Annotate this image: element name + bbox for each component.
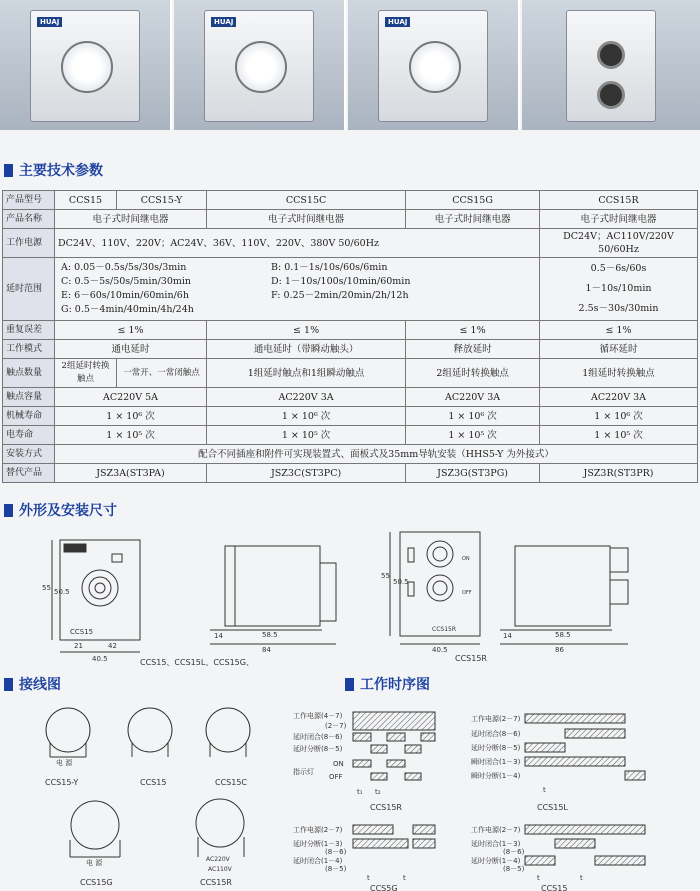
svg-text:50.5: 50.5 xyxy=(54,588,70,596)
table-row: 机械寿命 1 × 10⁶ 次 1 × 10⁶ 次 1 × 10⁶ 次 1 × 10⁶ 次 xyxy=(3,407,698,426)
svg-text:AC220V: AC220V xyxy=(206,856,230,863)
svg-text:14: 14 xyxy=(503,632,512,640)
svg-text:ON: ON xyxy=(462,556,470,562)
svg-text:50.5: 50.5 xyxy=(393,578,409,586)
table-row: 产品名称 电子式时间继电器 电子式时间继电器 电子式时间继电器 电子式时间继电器 xyxy=(3,210,698,229)
svg-text:延时闭合(1－3): 延时闭合(1－3) xyxy=(471,840,521,848)
svg-text:瞬时分断(1－4): 瞬时分断(1－4) xyxy=(471,772,521,780)
svg-text:t: t xyxy=(367,874,370,882)
wiring-ccs15c xyxy=(206,708,250,757)
svg-text:OFF: OFF xyxy=(462,590,472,596)
svg-text:电 源: 电 源 xyxy=(86,859,103,867)
product-photo-4 xyxy=(522,0,700,130)
side-view-ccs15 xyxy=(225,546,320,626)
wiring-label: CCS15R xyxy=(200,878,232,887)
svg-text:t: t xyxy=(543,786,546,794)
svg-text:工作电源(2－7): 工作电源(2－7) xyxy=(293,826,343,834)
svg-text:(8－5): (8－5) xyxy=(503,865,525,873)
svg-text:瞬时闭合(1－3): 瞬时闭合(1－3) xyxy=(471,758,521,766)
svg-text:电 源: 电 源 xyxy=(56,759,73,767)
svg-text:t: t xyxy=(537,874,540,882)
svg-text:延时闭合(8－6): 延时闭合(8－6) xyxy=(293,733,343,741)
product-photo-2: HUAJ xyxy=(174,0,346,130)
svg-text:21: 21 xyxy=(74,642,83,650)
svg-text:(8－5): (8－5) xyxy=(325,865,347,873)
svg-text:延时闭合(8－6): 延时闭合(8－6) xyxy=(471,730,521,738)
table-row: 产品型号 CCS15 CCS15-Y CCS15C CCS15G CCS15R xyxy=(3,191,698,210)
svg-text:工作电源(2－7): 工作电源(2－7) xyxy=(471,715,521,723)
svg-text:OFF: OFF xyxy=(329,773,343,781)
wiring-label: CCS15C xyxy=(215,778,248,787)
side-view-ccs15r xyxy=(515,546,610,626)
timing-ccs5g xyxy=(293,825,435,891)
svg-text:42: 42 xyxy=(108,642,117,650)
svg-text:(8－6): (8－6) xyxy=(325,848,347,856)
svg-text:t: t xyxy=(580,874,583,882)
svg-text:(2－7): (2－7) xyxy=(325,722,347,730)
svg-text:86: 86 xyxy=(555,646,564,654)
wiring-diagrams xyxy=(0,695,280,891)
timing-ccs15l xyxy=(471,714,645,812)
svg-text:t₂: t₂ xyxy=(375,788,381,796)
table-row: 工作电源 DC24V、110V、220V；AC24V、36V、110V、220V、380V 50/60Hz DC24V；AC110V/220V 50/60Hz xyxy=(3,229,698,258)
wiring-label: CCS15 xyxy=(140,778,167,787)
svg-text:t: t xyxy=(403,874,406,882)
timing-caption: CCS15R xyxy=(370,803,402,812)
product-photo-1: HUAJ xyxy=(0,0,172,130)
timing-diagrams xyxy=(285,708,700,891)
svg-text:延时分断(1－3): 延时分断(1－3) xyxy=(293,840,343,848)
svg-text:40.5: 40.5 xyxy=(432,646,448,654)
timing-ccs15 xyxy=(471,825,645,891)
section-title-timing: 工作时序图 xyxy=(345,674,430,694)
svg-text:延时闭合(1－4): 延时闭合(1－4) xyxy=(293,857,343,865)
wiring-ccs15r xyxy=(196,799,244,873)
front-view-ccs15 xyxy=(60,540,140,640)
svg-text:58.5: 58.5 xyxy=(555,631,571,639)
svg-text:工作电源(4－7): 工作电源(4－7) xyxy=(293,712,343,720)
table-row: 触点数量 2组延时转换触点 一常开、一常闭触点 1组延时触点和1组瞬动触点 2组延时转换触点 1组延时转换触点 xyxy=(3,359,698,388)
section-title-specs: 主要技术参数 xyxy=(4,160,103,180)
product-photo-3: HUAJ xyxy=(348,0,520,130)
table-row: 工作模式 通电延时 通电延时（带瞬动触头） 释放延时 循环延时 xyxy=(3,340,698,359)
svg-text:t₁: t₁ xyxy=(357,788,363,796)
svg-text:指示灯: 指示灯 xyxy=(293,768,314,776)
timing-caption: CCS15 xyxy=(541,884,568,891)
table-row: 重复误差 ≤ 1% ≤ 1% ≤ 1% ≤ 1% xyxy=(3,321,698,340)
table-row: 安装方式 配合不同插座和附件可实现装置式、面板式及35mm导轨安装（HHS5-Y 为外接式） xyxy=(3,445,698,464)
wiring-ccs15-y xyxy=(46,708,90,767)
dims-caption-1: CCS15、CCS15L、CCS15G、 xyxy=(140,658,254,667)
timing-ccs15r xyxy=(293,711,435,812)
svg-text:14: 14 xyxy=(214,632,223,640)
svg-text:延时分断(1－4): 延时分断(1－4) xyxy=(471,857,521,865)
timing-caption: CCS5G xyxy=(370,884,398,891)
svg-text:55: 55 xyxy=(381,572,390,580)
svg-text:AC110V: AC110V xyxy=(208,866,232,873)
svg-text:延时分断(8－5): 延时分断(8－5) xyxy=(471,744,521,752)
table-row: 替代产品 JSZ3A(ST3PA) JSZ3C(ST3PC) JSZ3G(ST3PG) JSZ3R(ST3PR) xyxy=(3,464,698,483)
spec-table xyxy=(2,190,698,483)
wiring-ccs15 xyxy=(128,708,172,757)
type-label-2: CCS15R xyxy=(432,626,456,633)
section-title-wiring: 接线图 xyxy=(4,674,61,694)
dims-caption-2: CCS15R xyxy=(455,654,487,663)
table-row: 延时范围 A: 0.05－0.5s/5s/30s/3min B: 0.1－1s/10s/60s/6min C: 0.5－5s/50s/5min/30min D: 1－10s/100s/10min/60min E: 6－60s/10min/60min/6h F: 0.25－2min/20min/2h/12h G: 0.5－4min/40min/4h/24h 0.5－6s/60s 1－10s/10min 2.5s－30s/30min xyxy=(3,258,698,321)
table-row: 电寿命 1 × 10⁵ 次 1 × 10⁵ 次 1 × 10⁵ 次 1 × 10⁵ 次 xyxy=(3,426,698,445)
svg-text:58.5: 58.5 xyxy=(262,631,278,639)
svg-text:40.5: 40.5 xyxy=(92,655,108,663)
svg-text:工作电源(2－7): 工作电源(2－7) xyxy=(471,826,521,834)
wiring-label: CCS15-Y xyxy=(45,778,79,787)
type-label-1: CCS15 xyxy=(70,628,94,636)
svg-text:延时分断(8－5): 延时分断(8－5) xyxy=(293,745,343,753)
timing-caption: CCS15L xyxy=(537,803,568,812)
svg-text:84: 84 xyxy=(262,646,271,654)
wiring-label: CCS15G xyxy=(80,878,113,887)
dimension-drawings xyxy=(0,518,700,668)
svg-text:ON: ON xyxy=(333,760,344,768)
svg-text:55: 55 xyxy=(42,584,51,592)
table-row: 触点容量 AC220V 5A AC220V 3A AC220V 3A AC220V 3A xyxy=(3,388,698,407)
svg-text:(8－6): (8－6) xyxy=(503,848,525,856)
section-title-dimensions: 外形及安装尺寸 xyxy=(4,500,117,520)
wiring-ccs15g xyxy=(70,801,120,867)
